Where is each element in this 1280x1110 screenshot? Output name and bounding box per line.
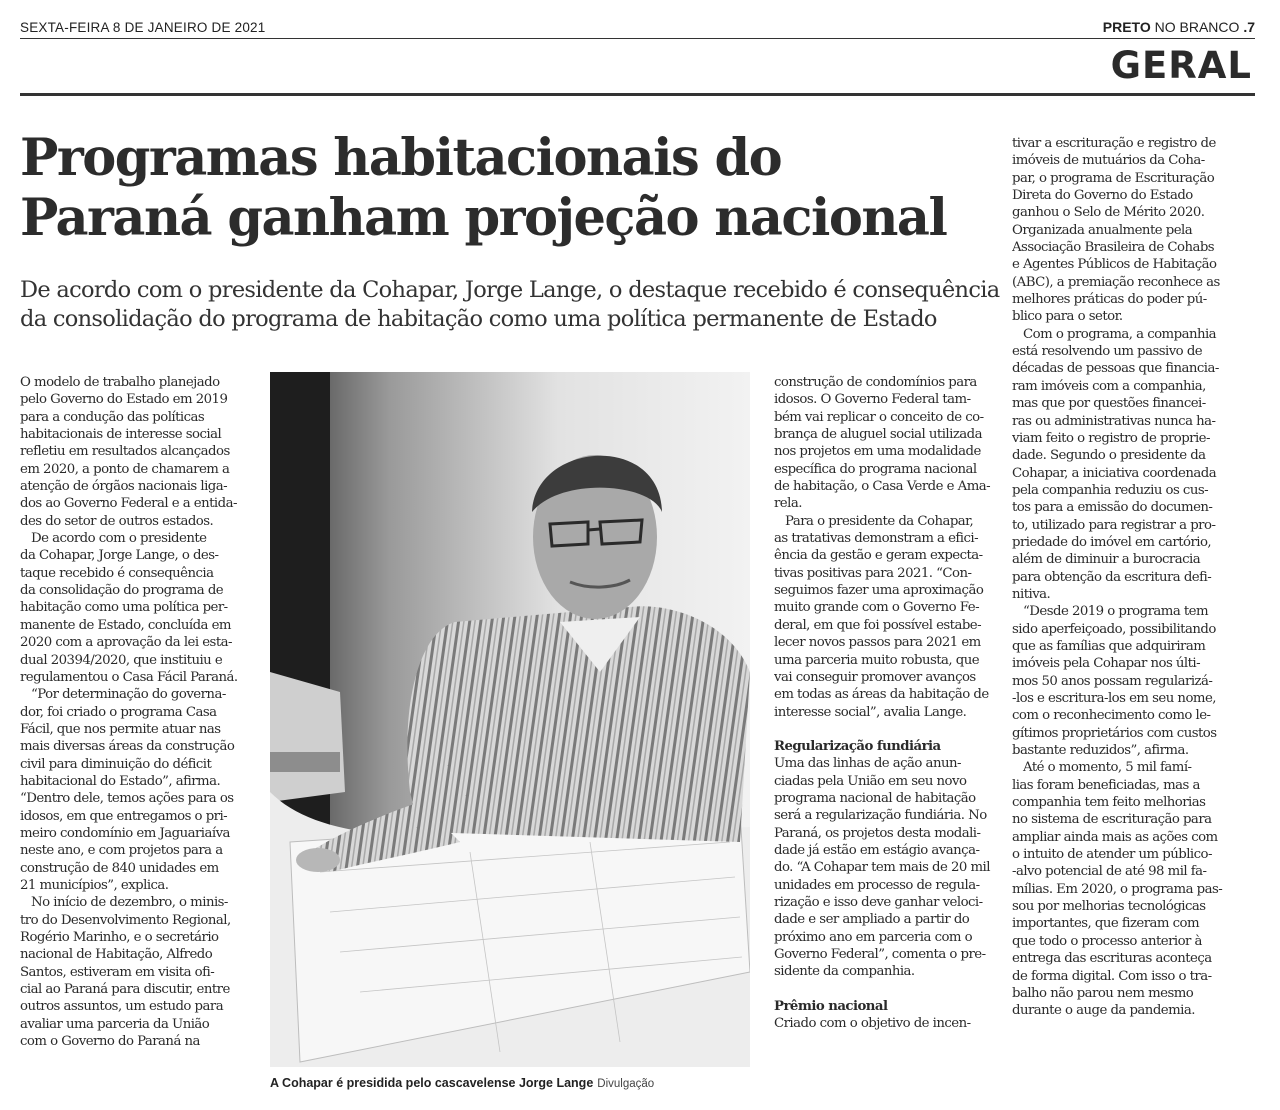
body-text-line: muito grande com o Governo Fe-: [774, 600, 980, 616]
paragraph-gap: [774, 721, 1002, 738]
body-text-line: 2020 com a aprovação da lei esta-: [20, 635, 232, 651]
body-text-line: ência da gestão e geram expecta-: [774, 548, 983, 564]
body-text-line: para a condução das políticas: [20, 409, 205, 425]
body-text-line: será a regularização fundiária. No: [774, 808, 987, 824]
body-text-line: nitiva.: [1012, 586, 1051, 602]
body-text-line: entrega das escrituras aconteça: [1012, 951, 1212, 967]
body-text-line: Rogério Marinho, e o secretário: [20, 930, 219, 945]
section-title: GERAL: [1110, 44, 1252, 87]
body-text-line: Para o presidente da Cohapar,: [774, 513, 974, 529]
body-text-line: Santos, estiveram em visita ofi-: [20, 964, 215, 980]
body-text-line: unidades em processo de regula-: [774, 877, 980, 893]
body-text-line: próximo ano em parceria com o: [774, 929, 973, 945]
body-text-line: Direta do Governo do Estado: [1012, 188, 1193, 204]
body-text-line: com o reconhecimento como le-: [1012, 708, 1211, 724]
body-text-line: De acordo com o presidente: [20, 531, 207, 547]
body-text-line: com o Governo do Paraná na: [20, 1034, 200, 1050]
body-text-line: tivar a escrituração e registro de: [1012, 136, 1216, 151]
body-text-line: e Agentes Públicos de Habitação: [1012, 257, 1217, 273]
body-text-line: rização e isso deve ganhar veloci-: [774, 894, 983, 910]
body-text-line: ram imóveis com a companhia,: [1012, 378, 1206, 394]
body-text-line: décadas de pessoas que financia-: [1012, 361, 1219, 377]
body-text-line: melhores práticas do poder pú-: [1012, 292, 1207, 308]
body-text-line: de forma digital. Com isso o tra-: [1012, 968, 1212, 984]
body-text-line: companhia tem feito melhorias: [1012, 795, 1206, 811]
body-text-line: “Desde 2019 o programa tem: [1012, 604, 1209, 620]
body-text-line: mos 50 anos possam regularizá-: [1012, 673, 1213, 689]
body-text-line: Organizada anualmente pela: [1012, 222, 1193, 238]
body-text-line: viam feito o registro de proprie-: [1012, 430, 1210, 446]
body-text-line: Criado com o objetivo de incen-: [774, 1016, 971, 1032]
body-text-line: o intuito de atender um público-: [1012, 847, 1212, 863]
body-text-line: dor, foi criado o programa Casa: [20, 704, 217, 720]
body-text-line: bém vai replicar o conceito de co-: [774, 409, 984, 425]
body-text-line: nacional de Habitação, Alfredo: [20, 947, 213, 963]
body-text-line: tro do Desenvolvimento Regional,: [20, 912, 231, 928]
body-text-line: vai conseguir promover avanços: [774, 669, 976, 685]
body-text-line: idosos. O Governo Federal tam-: [774, 392, 971, 408]
body-text-line: to, utilizado para registrar a pro-: [1012, 517, 1216, 533]
body-text-line: avaliar uma parceria da União: [20, 1016, 210, 1032]
page-header: [20, 18, 1255, 39]
body-text-line: mas que por questões financei-: [1012, 396, 1206, 412]
body-text-line: dos ao Governo Federal e a entida-: [20, 496, 237, 512]
body-text-line: sido aperfeiçoado, possibilitando: [1012, 621, 1216, 637]
body-text-line: pela companhia reduziu os cus-: [1012, 482, 1209, 498]
body-text-line: -los e escritura-los em seu nome,: [1012, 691, 1216, 706]
body-text-line: Uma das linhas de ação anun-: [774, 756, 961, 772]
brand-bold: PRETO: [1102, 19, 1151, 35]
subsection-heading: Prêmio nacional: [774, 998, 888, 1014]
body-text-line: programa nacional de habitação: [774, 790, 976, 806]
body-text-line: dade. Segundo o presidente da: [1012, 448, 1206, 464]
body-text-line: atenção de órgãos nacionais liga-: [20, 479, 228, 495]
body-text-line: ampliar ainda mais as ações com: [1012, 829, 1218, 845]
body-text-line: Paraná, os projetos desta modali-: [774, 825, 981, 841]
headline-line: Paraná ganham projeção nacional: [20, 188, 947, 248]
article-column-1: [20, 374, 246, 1050]
photo-illustration: [270, 372, 750, 1067]
body-text-line: Até o momento, 5 mil famí-: [1012, 760, 1192, 776]
caption-text: A Cohapar é presidida pelo cascavelense Jorge Lange: [270, 1076, 594, 1090]
brand-middle: NO BRANCO: [1150, 19, 1244, 35]
body-text-line: idosos, em que entregamos o pri-: [20, 808, 228, 824]
body-text-line: No início de dezembro, o minis-: [20, 895, 228, 911]
body-text-line: refletiu em resultados alcançados: [20, 444, 230, 460]
body-text-line: priedade do imóvel em cartório,: [1012, 534, 1212, 550]
body-text-line: des do setor de outros estados.: [20, 513, 214, 529]
body-text-line: do. “A Cohapar tem mais de 20 mil: [774, 860, 990, 876]
body-text-line: ciadas pela União em seu novo: [774, 773, 967, 789]
body-text-line: sou por melhorias tecnológicas: [1012, 899, 1206, 915]
body-text-line: O modelo de trabalho planejado: [20, 375, 220, 390]
body-text-line: imóveis pela Cohapar nos últi-: [1012, 656, 1201, 672]
body-text-line: mílias. Em 2020, o programa pas-: [1012, 881, 1223, 897]
subsection-heading: Regularização fundiária: [774, 738, 941, 754]
body-text-line: Associação Brasileira de Cohabs: [1012, 240, 1215, 256]
body-text-line: dual 20394/2020, que instituiu e: [20, 652, 223, 668]
body-text-line: regulamentou o Casa Fácil Paraná.: [20, 669, 238, 685]
body-text-line: Governo Federal”, comenta o pre-: [774, 947, 986, 962]
body-text-line: nos projetos em uma modalidade: [774, 444, 981, 460]
body-text-line: uma parceria muito robusta, que: [774, 652, 980, 668]
subheadline-line: da consolidação do programa de habitação como uma política permanente de Estado: [20, 306, 937, 332]
body-text-line: em 2020, a ponto de chamarem a: [20, 461, 230, 477]
subheadline: [20, 276, 1010, 334]
body-text-line: balho não parou nem mesmo: [1012, 985, 1194, 1001]
section-divider: [20, 93, 1255, 96]
body-text-line: Cohapar, a iniciativa coordenada: [1012, 465, 1217, 481]
article-column-2: [774, 374, 1002, 1032]
headline: [20, 128, 1010, 248]
body-text-line: que as famílias que adquiriram: [1012, 638, 1206, 654]
body-text-line: manente de Estado, concluída em: [20, 617, 231, 633]
body-text-line: tos para a emissão do documen-: [1012, 500, 1213, 516]
body-text-line: habitação como uma política per-: [20, 600, 228, 616]
body-text-line: lias foram beneficiadas, mas a: [1012, 777, 1200, 793]
body-text-line: interesse social”, avalia Lange.: [774, 704, 967, 720]
body-text-line: “Por determinação do governa-: [20, 687, 226, 703]
subheadline-line: De acordo com o presidente da Cohapar, Jorge Lange, o destaque recebido é consequência: [20, 277, 1000, 303]
body-text-line: ras ou administrativas nunca ha-: [1012, 413, 1216, 429]
body-text-line: (ABC), a premiação reconhece as: [1012, 274, 1220, 290]
body-text-line: durante o auge da pandemia.: [1012, 1003, 1195, 1019]
article-photo: [270, 372, 750, 1067]
body-text-line: pelo Governo do Estado em 2019: [20, 392, 228, 408]
paragraph-gap: [774, 981, 1002, 998]
body-text-line: ganhou o Selo de Mérito 2020.: [1012, 205, 1205, 221]
body-text-line: habitacionais de interesse social: [20, 427, 222, 443]
body-text-line: seguimos fazer uma aproximação: [774, 583, 984, 599]
body-text-line: da Cohapar, Jorge Lange, o des-: [20, 548, 219, 564]
body-text-line: importantes, que fizeram com: [1012, 916, 1200, 932]
body-text-line: de habitação, o Casa Verde e Ama-: [774, 479, 991, 495]
newspaper-brand: [1103, 19, 1255, 35]
body-text-line: par, o programa de Escrituração: [1012, 170, 1215, 186]
photo-caption: [270, 1076, 654, 1090]
body-text-line: imóveis de mutuários da Coha-: [1012, 153, 1205, 169]
body-text-line: Com o programa, a companhia: [1012, 326, 1217, 342]
body-text-line: 21 municípios”, explica.: [20, 877, 169, 893]
body-text-line: blico para o setor.: [1012, 309, 1123, 325]
body-text-line: em todas as áreas da habitação de: [774, 687, 989, 703]
body-text-line: civil para diminuição do déficit: [20, 756, 212, 772]
body-text-line: além de diminuir a burocracia: [1012, 552, 1201, 568]
body-text-line: brança de aluguel social utilizada: [774, 427, 983, 443]
body-text-line: meiro condomínio em Jaguariaíva: [20, 825, 230, 841]
body-text-line: -alvo potencial de até 98 mil fa-: [1012, 864, 1207, 880]
body-text-line: no sistema de escrituração para: [1012, 812, 1212, 828]
body-text-line: específica do programa nacional: [774, 461, 977, 477]
body-text-line: Fácil, que nos permite atuar nas: [20, 721, 221, 737]
body-text-line: para obtenção da escritura defi-: [1012, 569, 1212, 585]
body-text-line: tivas positivas para 2021. “Con-: [774, 565, 972, 581]
body-text-line: outros assuntos, um estudo para: [20, 999, 224, 1015]
body-text-line: gítimos proprietários com custos: [1012, 725, 1217, 741]
headline-line: Programas habitacionais do: [20, 128, 782, 188]
body-text-line: construção de 840 unidades em: [20, 860, 219, 876]
body-text-line: mais diversas áreas da construção: [20, 739, 235, 755]
body-text-line: está resolvendo um passivo de: [1012, 344, 1203, 360]
body-text-line: rela.: [774, 496, 802, 512]
body-text-line: sidente da companhia.: [774, 964, 915, 980]
body-text-line: deral, em que foi possível estabe-: [774, 617, 982, 633]
body-text-line: taque recebido é consequência: [20, 565, 214, 581]
body-text-line: lecer novos passos para 2021 em: [774, 635, 981, 651]
issue-date: SEXTA-FEIRA 8 DE JANEIRO DE 2021: [20, 20, 266, 35]
body-text-line: as tratativas demonstram a efici-: [774, 531, 979, 547]
body-text-line: que todo o processo anterior à: [1012, 933, 1202, 949]
body-text-line: dade já estão em estágio avança-: [774, 842, 980, 858]
body-text-line: neste ano, e com projetos para a: [20, 843, 223, 859]
page-number: .7: [1243, 19, 1255, 35]
body-text-line: habitacional do Estado”, afirma.: [20, 773, 221, 789]
article-column-3: [1012, 135, 1255, 1020]
body-text-line: bastante reduzidos”, afirma.: [1012, 743, 1189, 759]
body-text-line: da consolidação do programa de: [20, 583, 224, 599]
body-text-line: construção de condomínios para: [774, 375, 977, 390]
body-text-line: “Dentro dele, temos ações para os: [20, 791, 234, 807]
body-text-line: cial ao Paraná para discutir, entre: [20, 982, 230, 998]
body-text-line: dade e ser ampliado a partir do: [774, 912, 970, 928]
photo-credit: Divulgação: [597, 1078, 655, 1090]
